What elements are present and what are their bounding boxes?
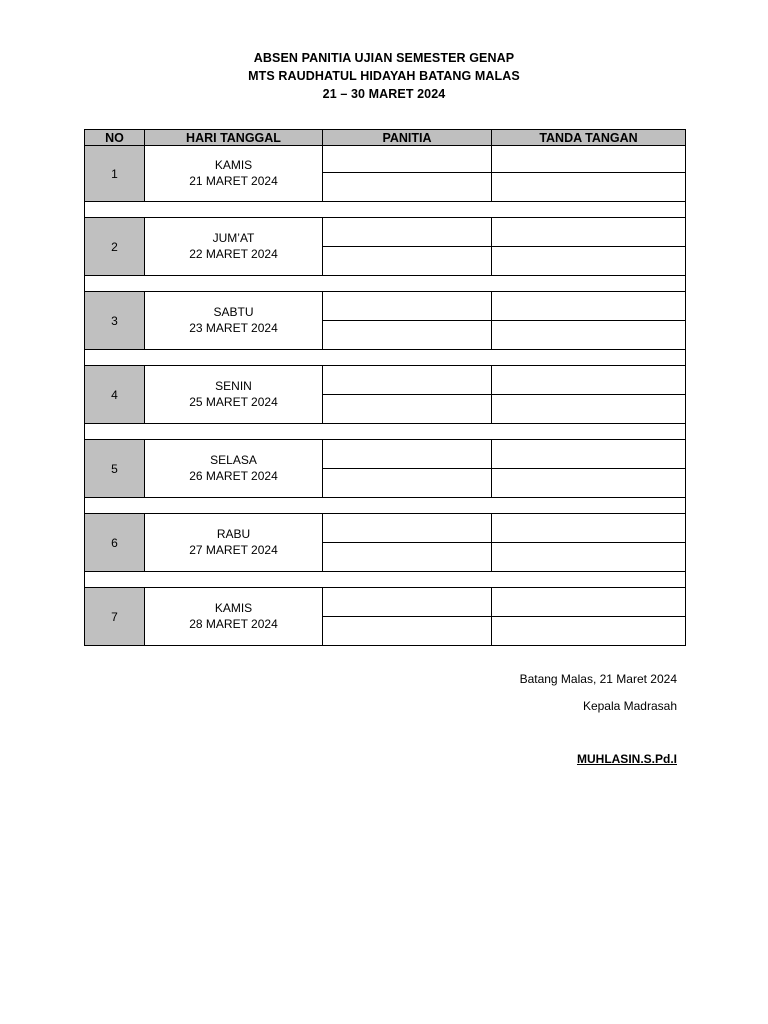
date-label: 25 MARET 2024 [189,394,278,409]
day-date-cell [145,514,323,572]
date-label: 23 MARET 2024 [189,320,278,335]
panitia-cell[interactable] [323,292,492,321]
row-number-cell: 4 [85,366,145,424]
panitia-cell[interactable] [323,588,492,617]
row-number-cell: 5 [85,440,145,498]
signature-cell[interactable] [492,292,686,321]
panitia-cell[interactable] [323,469,492,498]
table-row [85,218,686,247]
panitia-cell[interactable] [323,514,492,543]
day-date-cell [145,366,323,424]
day-date-cell [145,146,323,202]
spacer-cell [85,202,686,218]
spacer-cell [85,424,686,440]
signature-cell[interactable] [492,440,686,469]
day-label: SELASA [210,453,257,467]
table-header-row [85,130,686,146]
row-number-cell: 2 [85,218,145,276]
spacer-row [85,572,686,588]
day-label: RABU [216,527,251,541]
table-row [85,146,686,173]
table-row [85,588,686,617]
panitia-cell[interactable] [323,395,492,424]
title-line-1: ABSEN PANITIA UJIAN SEMESTER GENAP [253,51,515,65]
panitia-cell[interactable] [323,617,492,646]
panitia-cell[interactable] [323,146,492,173]
spacer-row [85,276,686,292]
panitia-cell[interactable] [323,218,492,247]
signature-cell[interactable] [492,469,686,498]
spacer-row [85,424,686,440]
title-line-3: 21 – 30 MARET 2024 [322,87,446,101]
panitia-cell[interactable] [323,321,492,350]
panitia-cell[interactable] [323,173,492,202]
spacer-cell [85,572,686,588]
row-number-cell: 6 [85,514,145,572]
column-header-tanda-tangan: TANDA TANGAN [492,130,686,146]
panitia-cell[interactable] [323,543,492,572]
signature-cell[interactable] [492,366,686,395]
table-row [85,514,686,543]
signature-name: MUHLASIN.S.Pd.I [576,752,677,766]
signature-cell[interactable] [492,543,686,572]
date-label: 27 MARET 2024 [189,542,278,557]
day-date-cell [145,588,323,646]
row-number-cell: 3 [85,292,145,350]
day-date-cell [145,440,323,498]
column-header-panitia: PANITIA [323,130,492,146]
signature-place-date: Batang Malas, 21 Maret 2024 [519,672,677,686]
panitia-cell[interactable] [323,247,492,276]
signature-cell[interactable] [492,588,686,617]
title-line-2: MTS RAUDHATUL HIDAYAH BATANG MALAS [248,69,520,83]
signature-cell[interactable] [492,514,686,543]
signature-cell[interactable] [492,247,686,276]
signature-cell[interactable] [492,321,686,350]
date-label: 28 MARET 2024 [189,616,278,631]
day-label: SENIN [215,379,252,393]
document-header [0,49,768,103]
spacer-cell [85,498,686,514]
date-label: 21 MARET 2024 [189,173,278,188]
day-label: KAMIS [214,158,253,172]
attendance-table [84,129,686,646]
date-label: 22 MARET 2024 [189,246,278,261]
day-label: JUM’AT [212,231,255,245]
spacer-cell [85,276,686,292]
signature-cell[interactable] [492,173,686,202]
signature-cell[interactable] [492,146,686,173]
table-row [85,292,686,321]
spacer-row [85,350,686,366]
spacer-row [85,498,686,514]
row-number-cell: 7 [85,588,145,646]
column-header-hari-tanggal: HARI TANGGAL [145,130,323,146]
panitia-cell[interactable] [323,366,492,395]
signature-cell[interactable] [492,617,686,646]
day-date-cell [145,218,323,276]
signature-cell[interactable] [492,395,686,424]
date-label: 26 MARET 2024 [189,468,278,483]
table-row [85,366,686,395]
panitia-cell[interactable] [323,440,492,469]
table-row [85,440,686,469]
row-number-cell: 1 [85,146,145,202]
signature-role: Kepala Madrasah [582,699,677,713]
day-label: KAMIS [214,601,253,615]
column-header-no: NO [85,130,145,146]
spacer-row [85,202,686,218]
spacer-cell [85,350,686,366]
day-label: SABTU [213,305,254,319]
signature-cell[interactable] [492,218,686,247]
day-date-cell [145,292,323,350]
